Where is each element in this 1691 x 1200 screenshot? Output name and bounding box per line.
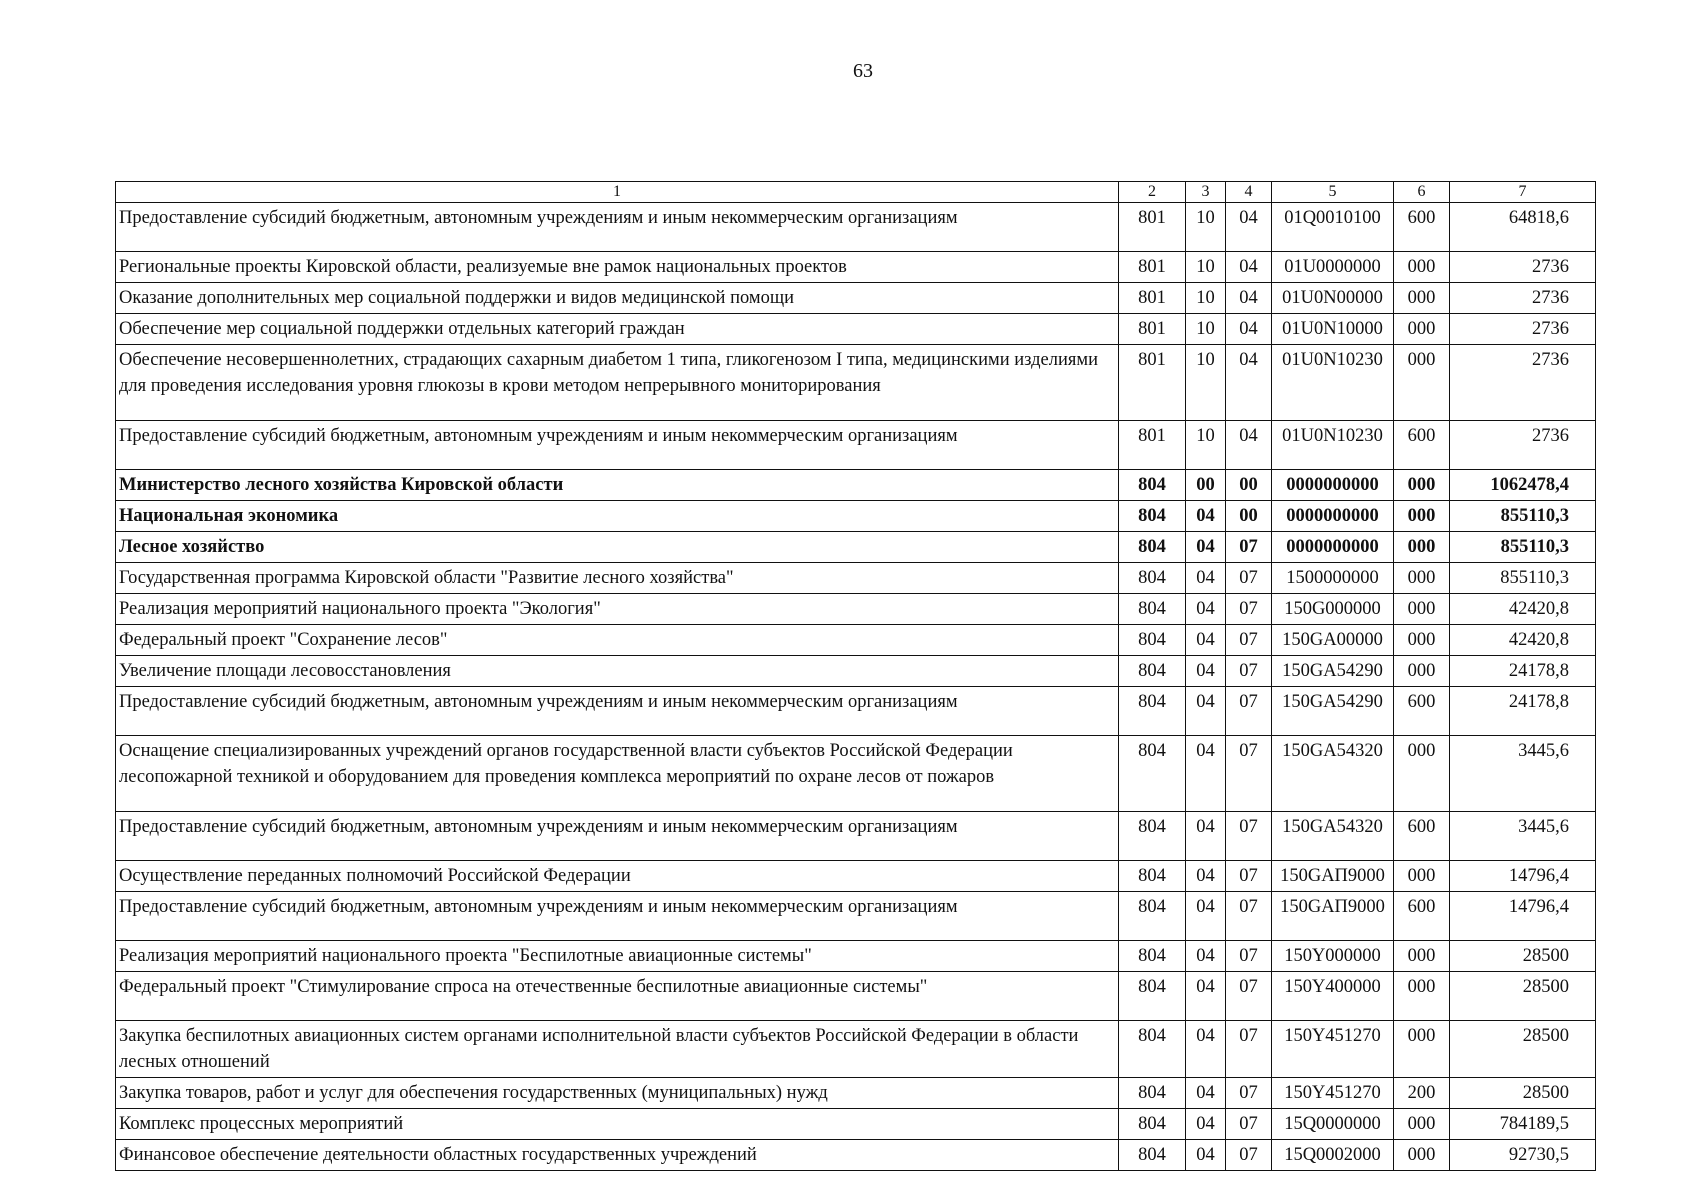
column-header: 5 bbox=[1272, 182, 1394, 203]
subsection-code-cell: 07 bbox=[1226, 736, 1272, 812]
ministry-code-cell: 804 bbox=[1119, 532, 1186, 563]
table-row bbox=[116, 625, 1596, 656]
section-code-cell: 00 bbox=[1186, 470, 1226, 501]
expense-type-cell: 000 bbox=[1394, 594, 1450, 625]
row-name-cell: Закупка товаров, работ и услуг для обеспечения государственных (муниципальных) нужд bbox=[116, 1078, 1119, 1109]
row-name-cell: Предоставление субсидий бюджетным, автономным учреждениям и иным некоммерческим организациям bbox=[116, 892, 1119, 941]
expense-type-cell: 600 bbox=[1394, 203, 1450, 252]
target-article-cell: 15Q0000000 bbox=[1272, 1109, 1394, 1140]
subsection-code-cell: 07 bbox=[1226, 972, 1272, 1021]
expense-type-cell: 000 bbox=[1394, 501, 1450, 532]
expense-type-cell: 600 bbox=[1394, 892, 1450, 941]
section-code-cell: 10 bbox=[1186, 345, 1226, 421]
section-code-cell: 04 bbox=[1186, 625, 1226, 656]
row-name-cell: Министерство лесного хозяйства Кировской области bbox=[116, 470, 1119, 501]
amount-cell: 2736 bbox=[1450, 345, 1596, 421]
section-code-cell: 04 bbox=[1186, 736, 1226, 812]
row-name-cell: Обеспечение мер социальной поддержки отдельных категорий граждан bbox=[116, 314, 1119, 345]
section-code-cell: 04 bbox=[1186, 656, 1226, 687]
table-row bbox=[116, 563, 1596, 594]
table-row bbox=[116, 687, 1596, 736]
section-code-cell: 04 bbox=[1186, 501, 1226, 532]
ministry-code-cell: 804 bbox=[1119, 1021, 1186, 1078]
expense-type-cell: 600 bbox=[1394, 812, 1450, 861]
column-header: 2 bbox=[1119, 182, 1186, 203]
subsection-code-cell: 07 bbox=[1226, 1140, 1272, 1171]
ministry-code-cell: 801 bbox=[1119, 314, 1186, 345]
subsection-code-cell: 07 bbox=[1226, 941, 1272, 972]
table-row bbox=[116, 941, 1596, 972]
budget-table-container bbox=[115, 181, 1595, 1171]
expense-type-cell: 000 bbox=[1394, 563, 1450, 594]
expense-type-cell: 000 bbox=[1394, 736, 1450, 812]
amount-cell: 2736 bbox=[1450, 314, 1596, 345]
target-article-cell: 0000000000 bbox=[1272, 501, 1394, 532]
amount-cell: 855110,3 bbox=[1450, 563, 1596, 594]
expense-type-cell: 000 bbox=[1394, 283, 1450, 314]
ministry-code-cell: 801 bbox=[1119, 283, 1186, 314]
subsection-code-cell: 07 bbox=[1226, 1021, 1272, 1078]
column-header: 4 bbox=[1226, 182, 1272, 203]
row-name-cell: Комплекс процессных мероприятий bbox=[116, 1109, 1119, 1140]
row-name-cell: Федеральный проект "Стимулирование спроса на отечественные беспилотные авиационные системы" bbox=[116, 972, 1119, 1021]
ministry-code-cell: 801 bbox=[1119, 203, 1186, 252]
row-name-cell: Государственная программа Кировской области "Развитие лесного хозяйства" bbox=[116, 563, 1119, 594]
page-number: 63 bbox=[853, 60, 873, 82]
target-article-cell: 150GA00000 bbox=[1272, 625, 1394, 656]
section-code-cell: 10 bbox=[1186, 283, 1226, 314]
amount-cell: 92730,5 bbox=[1450, 1140, 1596, 1171]
row-name-cell: Предоставление субсидий бюджетным, автономным учреждениям и иным некоммерческим организациям bbox=[116, 687, 1119, 736]
row-name-cell: Предоставление субсидий бюджетным, автономным учреждениям и иным некоммерческим организациям bbox=[116, 812, 1119, 861]
ministry-code-cell: 801 bbox=[1119, 252, 1186, 283]
table-row bbox=[116, 470, 1596, 501]
table-row bbox=[116, 656, 1596, 687]
column-header: 1 bbox=[116, 182, 1119, 203]
ministry-code-cell: 804 bbox=[1119, 687, 1186, 736]
row-name-cell: Осуществление переданных полномочий Российской Федерации bbox=[116, 861, 1119, 892]
section-code-cell: 04 bbox=[1186, 941, 1226, 972]
subsection-code-cell: 07 bbox=[1226, 1109, 1272, 1140]
target-article-cell: 150Y451270 bbox=[1272, 1078, 1394, 1109]
amount-cell: 3445,6 bbox=[1450, 812, 1596, 861]
ministry-code-cell: 804 bbox=[1119, 1078, 1186, 1109]
table-row bbox=[116, 203, 1596, 252]
table-row bbox=[116, 501, 1596, 532]
column-header: 7 bbox=[1450, 182, 1596, 203]
subsection-code-cell: 04 bbox=[1226, 421, 1272, 470]
amount-cell: 28500 bbox=[1450, 972, 1596, 1021]
expense-type-cell: 000 bbox=[1394, 1140, 1450, 1171]
ministry-code-cell: 804 bbox=[1119, 470, 1186, 501]
table-row bbox=[116, 345, 1596, 421]
section-code-cell: 10 bbox=[1186, 203, 1226, 252]
amount-cell: 24178,8 bbox=[1450, 687, 1596, 736]
expense-type-cell: 000 bbox=[1394, 532, 1450, 563]
amount-cell: 42420,8 bbox=[1450, 594, 1596, 625]
column-header: 3 bbox=[1186, 182, 1226, 203]
target-article-cell: 150GA54290 bbox=[1272, 687, 1394, 736]
table-row bbox=[116, 861, 1596, 892]
target-article-cell: 0000000000 bbox=[1272, 470, 1394, 501]
subsection-code-cell: 07 bbox=[1226, 625, 1272, 656]
section-code-cell: 04 bbox=[1186, 532, 1226, 563]
section-code-cell: 04 bbox=[1186, 1078, 1226, 1109]
target-article-cell: 01U0000000 bbox=[1272, 252, 1394, 283]
subsection-code-cell: 04 bbox=[1226, 314, 1272, 345]
section-code-cell: 10 bbox=[1186, 252, 1226, 283]
target-article-cell: 150GAП9000 bbox=[1272, 892, 1394, 941]
row-name-cell: Обеспечение несовершеннолетних, страдающих сахарным диабетом 1 типа, гликогенозом I типа, медицинскими изделиями для проведения исследования уровня глюкозы в крови методом непрерывного мониторирования bbox=[116, 345, 1119, 421]
target-article-cell: 150G000000 bbox=[1272, 594, 1394, 625]
target-article-cell: 01U0N10230 bbox=[1272, 345, 1394, 421]
row-name-cell: Предоставление субсидий бюджетным, автономным учреждениям и иным некоммерческим организациям bbox=[116, 421, 1119, 470]
table-row bbox=[116, 1109, 1596, 1140]
expense-type-cell: 000 bbox=[1394, 861, 1450, 892]
section-code-cell: 10 bbox=[1186, 314, 1226, 345]
table-row bbox=[116, 736, 1596, 812]
expense-type-cell: 600 bbox=[1394, 687, 1450, 736]
subsection-code-cell: 07 bbox=[1226, 861, 1272, 892]
subsection-code-cell: 00 bbox=[1226, 501, 1272, 532]
row-name-cell: Региональные проекты Кировской области, реализуемые вне рамок национальных проектов bbox=[116, 252, 1119, 283]
section-code-cell: 04 bbox=[1186, 594, 1226, 625]
amount-cell: 28500 bbox=[1450, 1021, 1596, 1078]
table-row bbox=[116, 1140, 1596, 1171]
table-row bbox=[116, 421, 1596, 470]
subsection-code-cell: 00 bbox=[1226, 470, 1272, 501]
expense-type-cell: 000 bbox=[1394, 470, 1450, 501]
target-article-cell: 150Y400000 bbox=[1272, 972, 1394, 1021]
amount-cell: 64818,6 bbox=[1450, 203, 1596, 252]
section-code-cell: 04 bbox=[1186, 687, 1226, 736]
amount-cell: 784189,5 bbox=[1450, 1109, 1596, 1140]
row-name-cell: Предоставление субсидий бюджетным, автономным учреждениям и иным некоммерческим организациям bbox=[116, 203, 1119, 252]
ministry-code-cell: 804 bbox=[1119, 625, 1186, 656]
expense-type-cell: 000 bbox=[1394, 1021, 1450, 1078]
ministry-code-cell: 804 bbox=[1119, 1140, 1186, 1171]
target-article-cell: 150GA54320 bbox=[1272, 736, 1394, 812]
ministry-code-cell: 804 bbox=[1119, 563, 1186, 594]
table-row bbox=[116, 1078, 1596, 1109]
subsection-code-cell: 04 bbox=[1226, 252, 1272, 283]
row-name-cell: Закупка беспилотных авиационных систем органами исполнительной власти субъектов Российской Федерации в области лесных отношений bbox=[116, 1021, 1119, 1078]
ministry-code-cell: 804 bbox=[1119, 812, 1186, 861]
target-article-cell: 01Q0010100 bbox=[1272, 203, 1394, 252]
subsection-code-cell: 07 bbox=[1226, 812, 1272, 861]
section-code-cell: 04 bbox=[1186, 1021, 1226, 1078]
row-name-cell: Увеличение площади лесовосстановления bbox=[116, 656, 1119, 687]
ministry-code-cell: 804 bbox=[1119, 501, 1186, 532]
amount-cell: 855110,3 bbox=[1450, 501, 1596, 532]
amount-cell: 28500 bbox=[1450, 1078, 1596, 1109]
amount-cell: 1062478,4 bbox=[1450, 470, 1596, 501]
section-code-cell: 04 bbox=[1186, 1109, 1226, 1140]
table-row bbox=[116, 1021, 1596, 1078]
expense-type-cell: 000 bbox=[1394, 1109, 1450, 1140]
expense-type-cell: 000 bbox=[1394, 941, 1450, 972]
ministry-code-cell: 804 bbox=[1119, 941, 1186, 972]
expense-type-cell: 000 bbox=[1394, 972, 1450, 1021]
section-code-cell: 04 bbox=[1186, 892, 1226, 941]
table-body bbox=[116, 203, 1596, 1171]
amount-cell: 2736 bbox=[1450, 252, 1596, 283]
subsection-code-cell: 07 bbox=[1226, 563, 1272, 594]
subsection-code-cell: 04 bbox=[1226, 203, 1272, 252]
amount-cell: 28500 bbox=[1450, 941, 1596, 972]
subsection-code-cell: 07 bbox=[1226, 656, 1272, 687]
target-article-cell: 0000000000 bbox=[1272, 532, 1394, 563]
amount-cell: 2736 bbox=[1450, 421, 1596, 470]
amount-cell: 2736 bbox=[1450, 283, 1596, 314]
subsection-code-cell: 07 bbox=[1226, 687, 1272, 736]
amount-cell: 3445,6 bbox=[1450, 736, 1596, 812]
target-article-cell: 01U0N10000 bbox=[1272, 314, 1394, 345]
target-article-cell: 01U0N10230 bbox=[1272, 421, 1394, 470]
budget-table bbox=[115, 181, 1596, 1171]
table-row bbox=[116, 892, 1596, 941]
subsection-code-cell: 04 bbox=[1226, 345, 1272, 421]
target-article-cell: 1500000000 bbox=[1272, 563, 1394, 594]
row-name-cell: Оснащение специализированных учреждений органов государственной власти субъектов Российской Федерации лесопожарной техникой и оборудованием для проведения комплекса мероприятий по охране лесов от пожаров bbox=[116, 736, 1119, 812]
expense-type-cell: 000 bbox=[1394, 345, 1450, 421]
table-row bbox=[116, 594, 1596, 625]
target-article-cell: 150GA54290 bbox=[1272, 656, 1394, 687]
table-header-row bbox=[116, 182, 1596, 203]
target-article-cell: 01U0N00000 bbox=[1272, 283, 1394, 314]
expense-type-cell: 200 bbox=[1394, 1078, 1450, 1109]
section-code-cell: 04 bbox=[1186, 972, 1226, 1021]
amount-cell: 14796,4 bbox=[1450, 861, 1596, 892]
section-code-cell: 04 bbox=[1186, 861, 1226, 892]
target-article-cell: 150Y451270 bbox=[1272, 1021, 1394, 1078]
section-code-cell: 04 bbox=[1186, 812, 1226, 861]
row-name-cell: Реализация мероприятий национального проекта "Беспилотные авиационные системы" bbox=[116, 941, 1119, 972]
expense-type-cell: 000 bbox=[1394, 252, 1450, 283]
expense-type-cell: 000 bbox=[1394, 656, 1450, 687]
subsection-code-cell: 04 bbox=[1226, 283, 1272, 314]
expense-type-cell: 600 bbox=[1394, 421, 1450, 470]
expense-type-cell: 000 bbox=[1394, 314, 1450, 345]
section-code-cell: 10 bbox=[1186, 421, 1226, 470]
ministry-code-cell: 804 bbox=[1119, 1109, 1186, 1140]
table-row bbox=[116, 812, 1596, 861]
row-name-cell: Федеральный проект "Сохранение лесов" bbox=[116, 625, 1119, 656]
ministry-code-cell: 804 bbox=[1119, 656, 1186, 687]
row-name-cell: Национальная экономика bbox=[116, 501, 1119, 532]
subsection-code-cell: 07 bbox=[1226, 1078, 1272, 1109]
subsection-code-cell: 07 bbox=[1226, 594, 1272, 625]
row-name-cell: Финансовое обеспечение деятельности областных государственных учреждений bbox=[116, 1140, 1119, 1171]
subsection-code-cell: 07 bbox=[1226, 892, 1272, 941]
table-row bbox=[116, 532, 1596, 563]
target-article-cell: 150GAП9000 bbox=[1272, 861, 1394, 892]
section-code-cell: 04 bbox=[1186, 563, 1226, 594]
amount-cell: 42420,8 bbox=[1450, 625, 1596, 656]
target-article-cell: 150Y000000 bbox=[1272, 941, 1394, 972]
ministry-code-cell: 804 bbox=[1119, 892, 1186, 941]
ministry-code-cell: 801 bbox=[1119, 345, 1186, 421]
amount-cell: 14796,4 bbox=[1450, 892, 1596, 941]
table-row bbox=[116, 283, 1596, 314]
ministry-code-cell: 804 bbox=[1119, 594, 1186, 625]
table-row bbox=[116, 252, 1596, 283]
target-article-cell: 15Q0002000 bbox=[1272, 1140, 1394, 1171]
row-name-cell: Реализация мероприятий национального проекта "Экология" bbox=[116, 594, 1119, 625]
expense-type-cell: 000 bbox=[1394, 625, 1450, 656]
ministry-code-cell: 804 bbox=[1119, 736, 1186, 812]
amount-cell: 855110,3 bbox=[1450, 532, 1596, 563]
section-code-cell: 04 bbox=[1186, 1140, 1226, 1171]
subsection-code-cell: 07 bbox=[1226, 532, 1272, 563]
ministry-code-cell: 804 bbox=[1119, 861, 1186, 892]
ministry-code-cell: 801 bbox=[1119, 421, 1186, 470]
column-header: 6 bbox=[1394, 182, 1450, 203]
table-row bbox=[116, 314, 1596, 345]
table-row bbox=[116, 972, 1596, 1021]
target-article-cell: 150GA54320 bbox=[1272, 812, 1394, 861]
ministry-code-cell: 804 bbox=[1119, 972, 1186, 1021]
amount-cell: 24178,8 bbox=[1450, 656, 1596, 687]
row-name-cell: Оказание дополнительных мер социальной поддержки и видов медицинской помощи bbox=[116, 283, 1119, 314]
row-name-cell: Лесное хозяйство bbox=[116, 532, 1119, 563]
